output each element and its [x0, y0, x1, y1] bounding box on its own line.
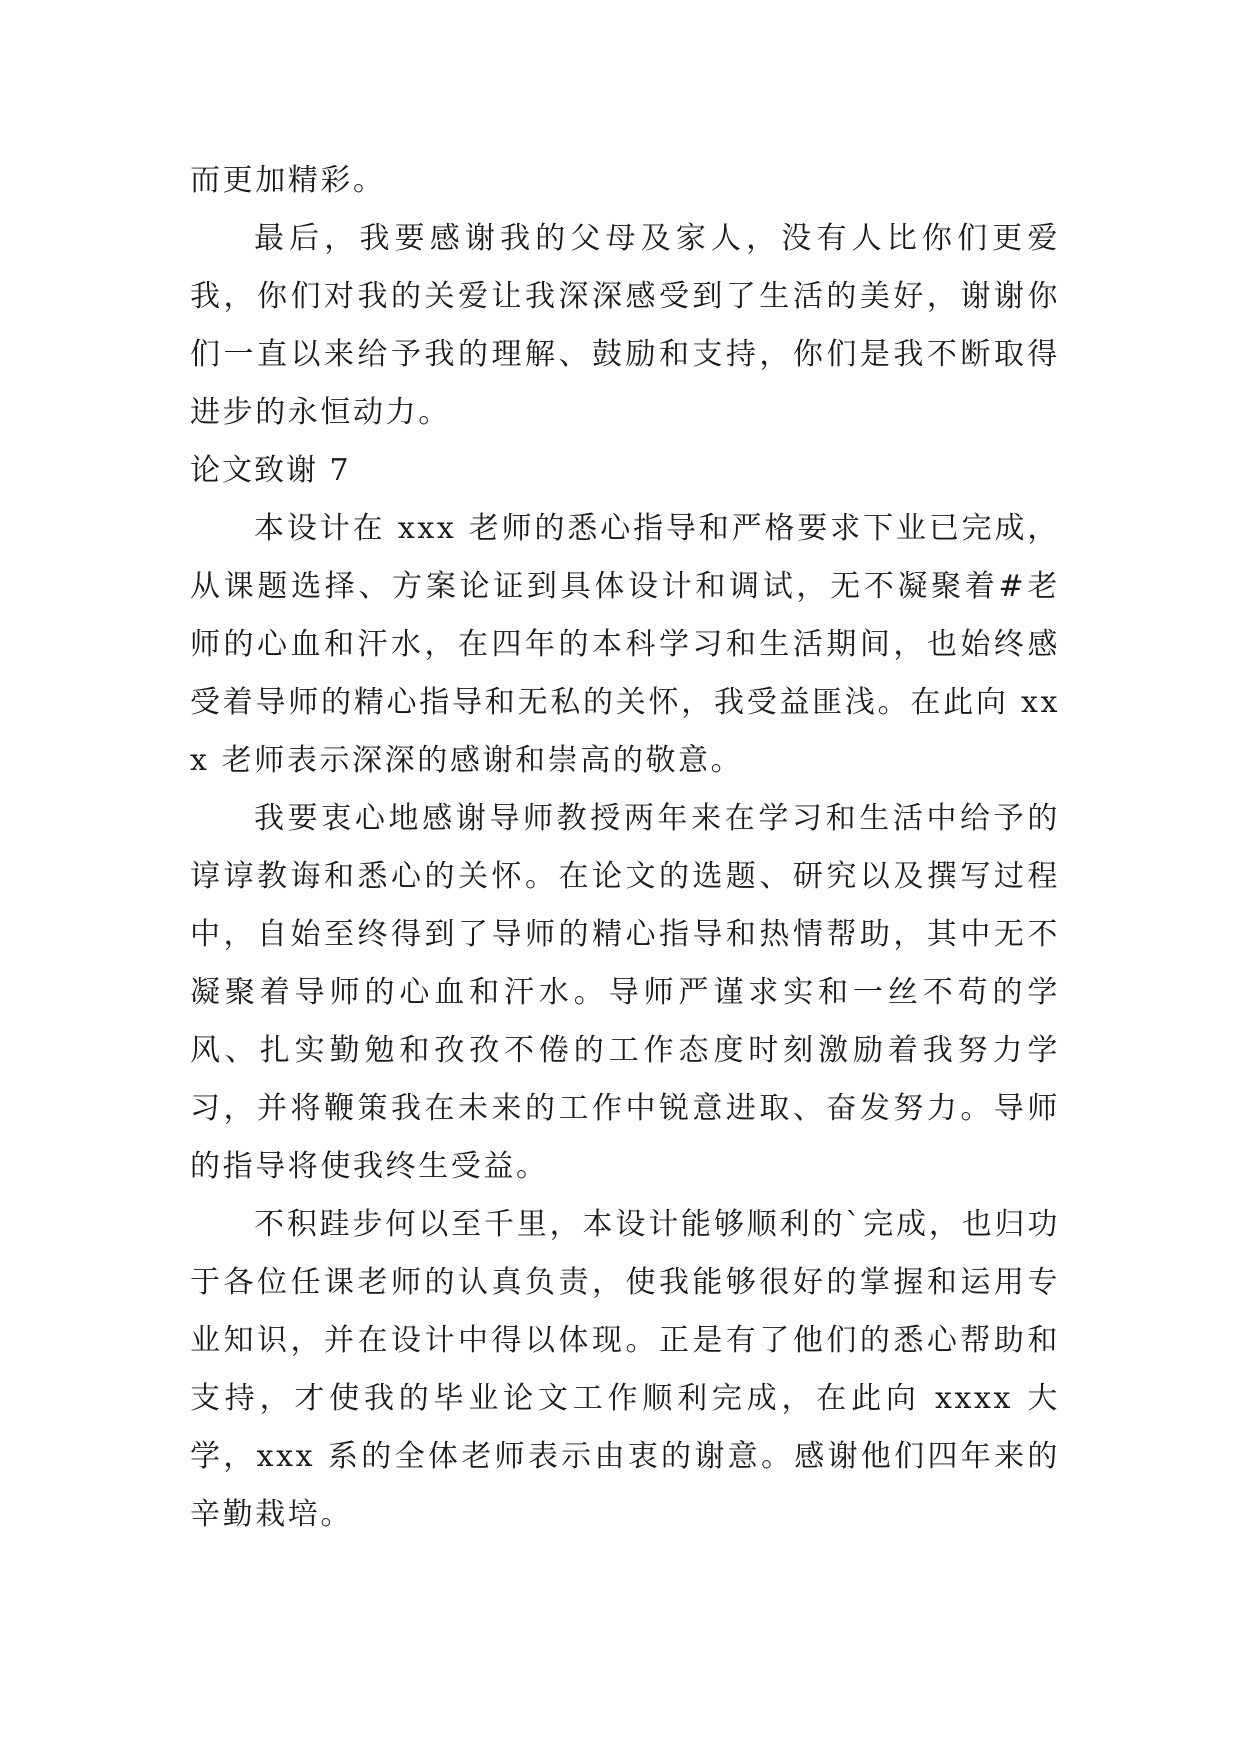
continuation-paragraph: 而更加精彩。 — [190, 163, 386, 198]
family-thanks-paragraph: 最后，我要感谢我的父母及家人，没有人比你们更爱我，你们对我的关爱让我深深感受到了生活的美好，谢谢你们一直以来给予我的理解、鼓励和支持，你们是我不断取得进步的永恒动力。 — [190, 221, 1060, 430]
advisor-thanks-paragraph: 本设计在 xxx 老师的悉心指导和严格要求下业已完成，从课题选择、方案论证到具体设计和调试，无不凝聚着#老师的心血和汗水，在四年的本科学习和生活期间，也始终感受着导师的精心指导和无私的关怀，我受益匪浅。在此向 xxx 老师表示深深的感谢和崇高的敬意。 — [190, 511, 1060, 778]
document-body — [190, 152, 1060, 1544]
teachers-thanks-paragraph: 不积跬步何以至千里，本设计能够顺利的`完成，也归功于各位任课老师的认真负责，使我能够很好的掌握和运用专业知识，并在设计中得以体现。正是有了他们的悉心帮助和支持，才使我的毕业论文工作顺利完成，在此向 xxxx 大学，xxx 系的全体老师表示由衷的谢意。感谢他们四年来的辛勤栽培。 — [190, 1207, 1060, 1532]
section-heading: 论文致谢 7 — [190, 453, 351, 488]
mentor-thanks-paragraph: 我要衷心地感谢导师教授两年来在学习和生活中给予的谆谆教诲和悉心的关怀。在论文的选题、研究以及撰写过程中，自始至终得到了导师的精心指导和热情帮助，其中无不凝聚着导师的心血和汗水。导师严谨求实和一丝不苟的学风、扎实勤勉和孜孜不倦的工作态度时刻激励着我努力学习，并将鞭策我在未来的工作中锐意进取、奋发努力。导师的指导将使我终生受益。 — [190, 801, 1060, 1184]
